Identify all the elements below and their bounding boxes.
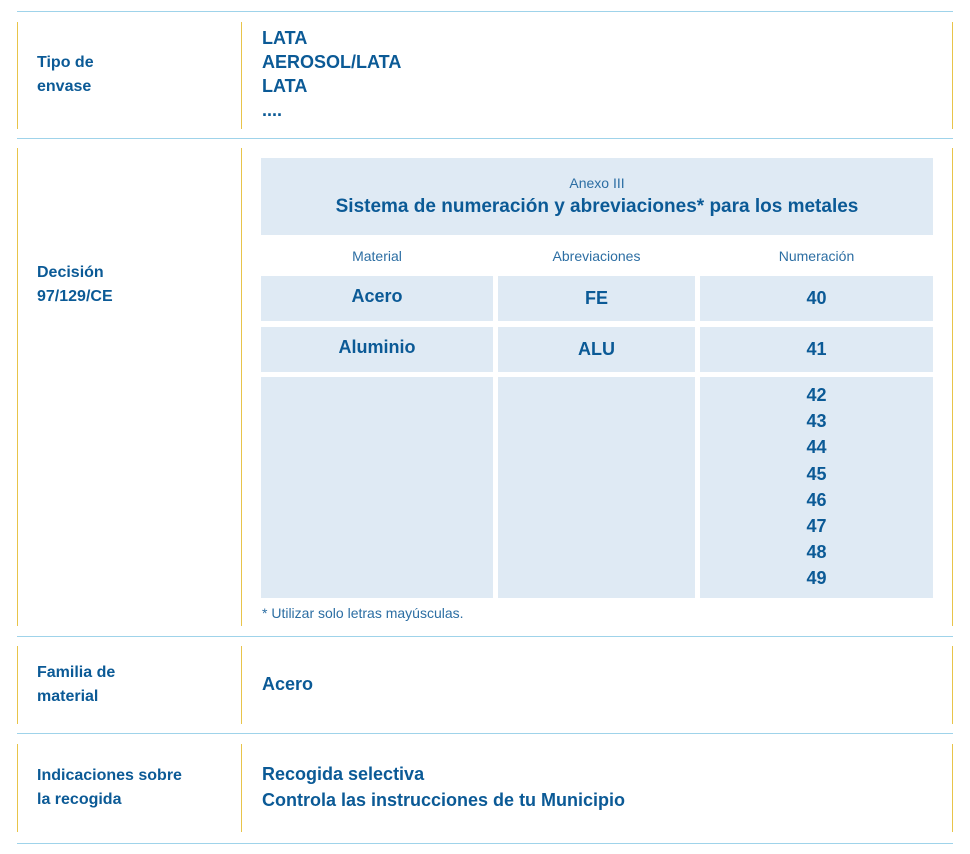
- column-divider: [17, 646, 18, 724]
- decision-label: Decisión 97/129/CE: [37, 264, 113, 305]
- material-name: Aluminio: [338, 337, 416, 357]
- column-divider: [17, 148, 18, 626]
- row-divider: [17, 733, 953, 734]
- packaging-type-value: LATA: [262, 76, 308, 96]
- numbering-value: 40: [806, 288, 827, 308]
- table-cell-numbering: [700, 377, 933, 598]
- collection-instructions-values: [262, 761, 625, 813]
- numbering-value: 45: [806, 463, 827, 484]
- packaging-type-value: ....: [262, 100, 283, 120]
- annex-title: Sistema de numeración y abreviaciones* para los metales: [335, 196, 859, 217]
- column-divider: [952, 22, 953, 129]
- numbering-value: 43: [806, 411, 827, 432]
- annex-footnote: * Utilizar solo letras mayúsculas.: [262, 605, 464, 621]
- abbreviation-value: FE: [584, 288, 608, 308]
- numbering-value: 48: [806, 542, 827, 563]
- collection-instruction: Recogida selectiva: [262, 764, 425, 784]
- packaging-type-values: [262, 26, 401, 122]
- column-divider: [17, 744, 18, 832]
- column-divider: [241, 744, 242, 832]
- table-cell-abbreviation: [498, 377, 695, 598]
- collection-instruction: Controla las instrucciones de tu Municipio: [262, 790, 626, 810]
- material-family-value: Acero: [262, 674, 314, 694]
- annex-subtitle: Anexo III: [569, 175, 625, 191]
- material-name: Acero: [351, 286, 403, 306]
- numbering-value: 49: [806, 568, 827, 589]
- column-header-numbering: Numeración: [778, 248, 855, 264]
- material-family-label: Familia de material: [37, 664, 116, 705]
- packaging-type-value: AEROSOL/LATA: [262, 52, 402, 72]
- column-header-material: Material: [352, 248, 402, 264]
- table-cell-abbreviation: [498, 327, 695, 372]
- row-divider: [17, 636, 953, 637]
- packaging-type-value: LATA: [262, 28, 308, 48]
- table-cell-material: [261, 276, 493, 321]
- numbering-value: 46: [806, 489, 827, 510]
- column-divider: [952, 744, 953, 832]
- numbering-value: 44: [806, 437, 827, 458]
- packaging-type-label: Tipo de envase: [37, 54, 94, 95]
- table-cell-abbreviation: [498, 276, 695, 321]
- column-divider: [241, 22, 242, 129]
- numbering-value: 42: [806, 385, 827, 405]
- column-divider: [952, 646, 953, 724]
- column-divider: [952, 148, 953, 626]
- abbreviation-value: ALU: [578, 339, 615, 359]
- table-cell-numbering: [700, 327, 933, 372]
- row-divider: [17, 138, 953, 139]
- table-cell-material: [261, 327, 493, 372]
- row-divider: [17, 11, 953, 12]
- table-cell-numbering: [700, 276, 933, 321]
- collection-instructions-label: Indicaciones sobre la recogida: [37, 767, 182, 808]
- row-divider: [17, 843, 953, 844]
- annex-header: [261, 158, 933, 235]
- numbering-value: 47: [806, 516, 827, 537]
- column-divider: [241, 646, 242, 724]
- table-cell-material: [261, 377, 493, 598]
- column-divider: [17, 22, 18, 129]
- column-divider: [241, 148, 242, 626]
- numbering-value: 41: [806, 339, 827, 359]
- column-header-abbreviations: Abreviaciones: [552, 248, 641, 264]
